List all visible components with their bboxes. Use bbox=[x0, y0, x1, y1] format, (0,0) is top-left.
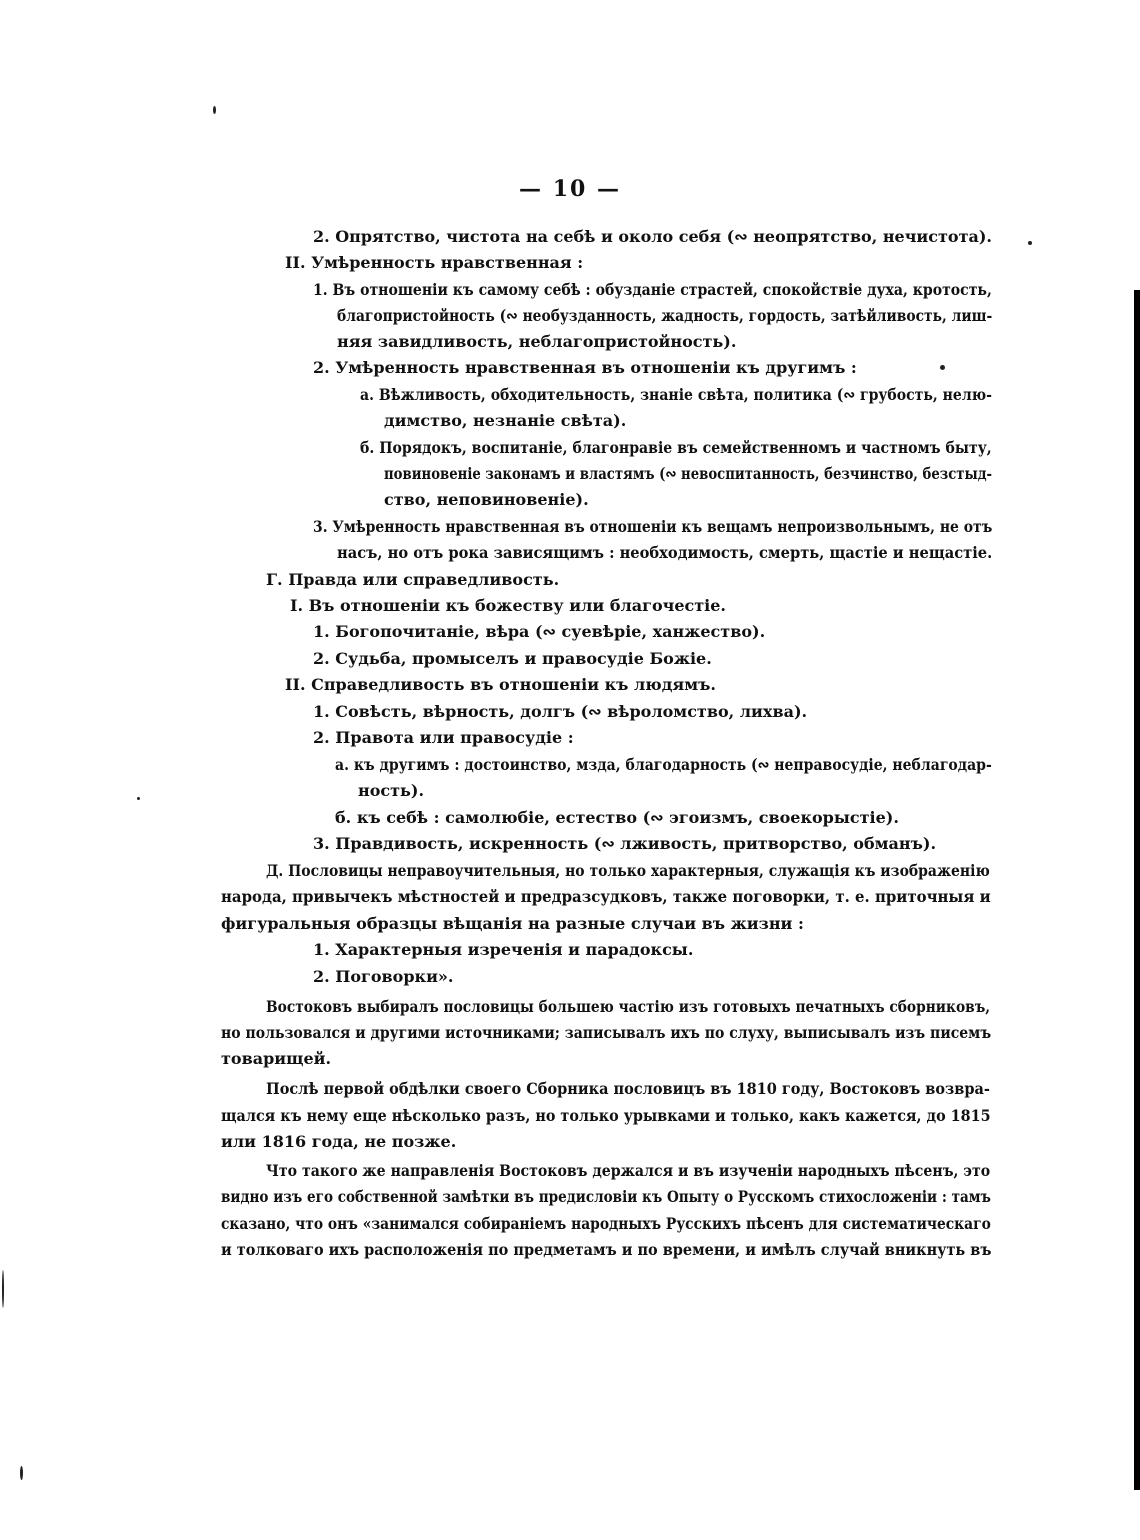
scan-speck bbox=[137, 797, 140, 800]
text-line: сказано, что онъ «занимался собираніемъ народныхъ Русскихъ пѣсенъ для систематическаго bbox=[221, 1214, 991, 1233]
scan-speck bbox=[1028, 241, 1032, 245]
text-line: 2. Правота или правосудіе : bbox=[313, 728, 574, 747]
text-line: насъ, но отъ рока зависящимъ : необходимость, смерть, щастіе и нещастіе. bbox=[337, 543, 993, 562]
text-line: ность). bbox=[358, 781, 425, 800]
scan-speck bbox=[20, 1466, 23, 1480]
text-line: I. Въ отношеніи къ божеству или благочестіе. bbox=[290, 596, 726, 615]
text-line: 1. Совѣсть, вѣрность, долгъ (∾ вѣроломство, лихва). bbox=[313, 702, 808, 721]
text-line: или 1816 года, не позже. bbox=[221, 1132, 457, 1151]
text-line: народа, привычекъ мѣстностей и предразсудковъ, также поговорки, т. е. приточныя и bbox=[221, 887, 991, 906]
text-line: но пользовался и другими источниками; записывалъ ихъ по слуху, выписывалъ изъ писемъ bbox=[221, 1023, 992, 1042]
scan-speck bbox=[213, 106, 216, 114]
scan-speck bbox=[940, 365, 945, 370]
text-line: 1. Богопочитаніе, вѣра (∾ суевѣріе, ханжество). bbox=[313, 622, 766, 641]
text-line: благопристойность (∾ необузданность, жадность, гордость, затѣйливость, лиш- bbox=[337, 306, 993, 325]
text-line: 1. Въ отношеніи къ самому себѣ : обузданіе страстей, спокойствіе духа, кротость, bbox=[313, 280, 992, 299]
text-line: II. Справедливость въ отношеніи къ людямъ. bbox=[285, 675, 716, 694]
page-number: — 10 — bbox=[519, 176, 621, 202]
text-line: Что такого же направленія Востоковъ держался и въ изученіи народныхъ пѣсенъ, это bbox=[266, 1161, 991, 1180]
text-line: 1. Характерныя изреченія и парадоксы. bbox=[313, 940, 694, 959]
text-line: 3. Умѣренность нравственная въ отношеніи къ вещамъ непроизвольнымъ, не отъ bbox=[313, 517, 993, 536]
text-line: 2. Судьба, промыселъ и правосудіе Божіе. bbox=[313, 649, 712, 668]
text-line: Послѣ первой обдѣлки своего Сборника пословицъ въ 1810 году, Востоковъ возвра- bbox=[266, 1079, 990, 1098]
text-line: б. къ себѣ : самолюбіе, естество (∾ эгоизмъ, своекорыстіе). bbox=[335, 808, 899, 827]
text-line: 3. Правдивость, искренность (∾ лживость, притворство, обманъ). bbox=[313, 834, 937, 853]
text-line: товарищей. bbox=[221, 1049, 332, 1068]
text-line: а. къ другимъ : достоинство, мзда, благодарность (∾ неправосудіе, неблагодар- bbox=[335, 755, 992, 774]
text-line: димство, незнаніе свѣта). bbox=[384, 411, 627, 430]
text-line: а. Вѣжливость, обходительность, знаніе свѣта, политика (∾ грубость, нелю- bbox=[360, 385, 992, 404]
text-line: и толковаго ихъ расположенія по предметамъ и по времени, и имѣлъ случай вникнуть въ bbox=[221, 1240, 992, 1259]
text-line: б. Порядокъ, воспитаніе, благонравіе въ семейственномъ и частномъ быту, bbox=[360, 438, 992, 457]
text-line: повиновеніе законамъ и властямъ (∾ невоспитанность, безчинство, безстыд- bbox=[384, 464, 993, 483]
text-line: II. Умѣренность нравственная : bbox=[285, 253, 584, 272]
text-line: 2. Умѣренность нравственная въ отношеніи къ другимъ : bbox=[313, 358, 857, 377]
text-line: няя завидливость, неблагопристойность). bbox=[337, 332, 737, 351]
scan-edge-shadow bbox=[1134, 290, 1140, 1490]
text-line: щался къ нему еще нѣсколько разъ, но только урывками и только, какъ кажется, до 1815 bbox=[221, 1106, 991, 1125]
text-line: ство, неповиновеніе). bbox=[384, 490, 589, 509]
text-line: Г. Правда или справедливость. bbox=[266, 570, 560, 589]
text-line: фигуральныя образцы вѣщанія на разные случаи въ жизни : bbox=[221, 914, 804, 933]
scan-speck bbox=[2, 1270, 4, 1308]
text-line: Д. Пословицы неправоучительныя, но только характерныя, служащія къ изображенію bbox=[266, 861, 990, 880]
text-line: видно изъ его собственной замѣтки въ предисловіи къ Опыту о Русскомъ стихосложеніи : тамъ bbox=[221, 1187, 991, 1206]
text-line: 2. Поговорки». bbox=[313, 967, 454, 986]
text-line: 2. Опрятство, чистота на себѣ и около себя (∾ неопрятство, нечистота). bbox=[313, 227, 992, 246]
text-line: Востоковъ выбиралъ пословицы большею частію изъ готовыхъ печатныхъ сборниковъ, bbox=[266, 997, 991, 1016]
